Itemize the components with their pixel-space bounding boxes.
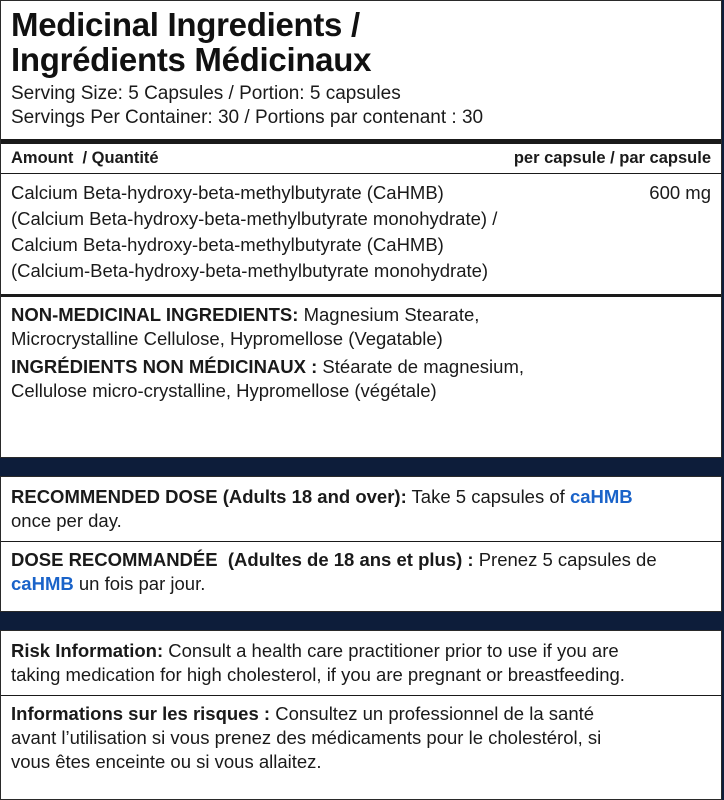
title-line-2: Ingrédients Médicinaux (11, 41, 372, 78)
risk-en-text-1: Consult a health care practitioner prior to use if you are (163, 640, 619, 661)
amount-header-row (1, 144, 721, 173)
ingredient-row (1, 174, 721, 294)
ingredient-line-2: (Calcium Beta-hydroxy-beta-methylbutyrate monohydrate) / (11, 208, 498, 229)
recommended-dose-panel (0, 476, 722, 612)
servings-per-container: Servings Per Container: 30 / Portions par contenant : 30 (11, 107, 484, 128)
ingredient-line-4: (Calcium-Beta-hydroxy-beta-methylbutyrate monohydrate) (11, 260, 489, 281)
serving-size: Serving Size: 5 Capsules / Portion: 5 capsules (11, 83, 401, 104)
dose-en (1, 477, 721, 533)
dose-fr-text-1: Prenez 5 capsules de (473, 549, 657, 570)
risk-fr (1, 696, 721, 774)
non-medicinal-fr (1, 351, 721, 403)
risk-information-panel (0, 630, 722, 800)
dose-fr (1, 542, 721, 596)
amount-header: Amount / Quantité (11, 149, 159, 167)
ingredient-name (11, 180, 497, 284)
ingredient-amount: 600 mg (649, 182, 711, 203)
non-medicinal-en (1, 297, 721, 351)
dose-fr-text-2: un fois par jour. (73, 573, 206, 594)
risk-fr-text-1: Consultez un professionnel de la santé (270, 703, 595, 724)
title-line-1: Medicinal Ingredients / (11, 6, 360, 43)
risk-fr-text-2: avant l’utilisation si vous prenez des médicaments pour le cholestérol, si (11, 727, 602, 748)
dose-fr-brand: caHMB (11, 573, 74, 594)
risk-en-label: Risk Information: (11, 640, 164, 661)
dose-en-label: RECOMMENDED DOSE (Adults 18 and over): (11, 486, 407, 507)
dose-en-text-2: once per day. (11, 510, 122, 531)
non-medicinal-en-label: NON-MEDICINAL INGREDIENTS: (11, 304, 299, 325)
non-medicinal-fr-text-2: Cellulose micro-crystalline, Hypromellose (végétale) (11, 380, 437, 401)
risk-en (1, 631, 721, 687)
non-medicinal-en-text-1: Magnesium Stearate, (298, 304, 480, 325)
per-capsule-header: per capsule / par capsule (513, 149, 711, 167)
non-medicinal-en-text-2: Microcrystalline Cellulose, Hypromellose (Vegatable) (11, 328, 443, 349)
non-medicinal-fr-label: INGRÉDIENTS NON MÉDICINAUX : (11, 356, 318, 377)
risk-fr-text-3: vous êtes enceinte ou si vous allaitez. (11, 751, 322, 772)
dose-en-text-1: Take 5 capsules of (406, 486, 570, 507)
dose-fr-label: DOSE RECOMMANDÉE (Adultes de 18 ans et plus) : (11, 549, 474, 570)
non-medicinal-fr-text-1: Stéarate de magnesium, (317, 356, 524, 377)
risk-fr-label: Informations sur les risques : (11, 703, 271, 724)
dose-en-brand: caHMB (569, 486, 633, 507)
risk-en-text-2: taking medication for high cholesterol, if you are pregnant or breastfeeding. (11, 664, 625, 685)
ingredient-line-3: Calcium Beta-hydroxy-beta-methylbutyrate (CaHMB) (11, 234, 444, 255)
ingredient-line-1: Calcium Beta-hydroxy-beta-methylbutyrate (CaHMB) (11, 182, 444, 203)
